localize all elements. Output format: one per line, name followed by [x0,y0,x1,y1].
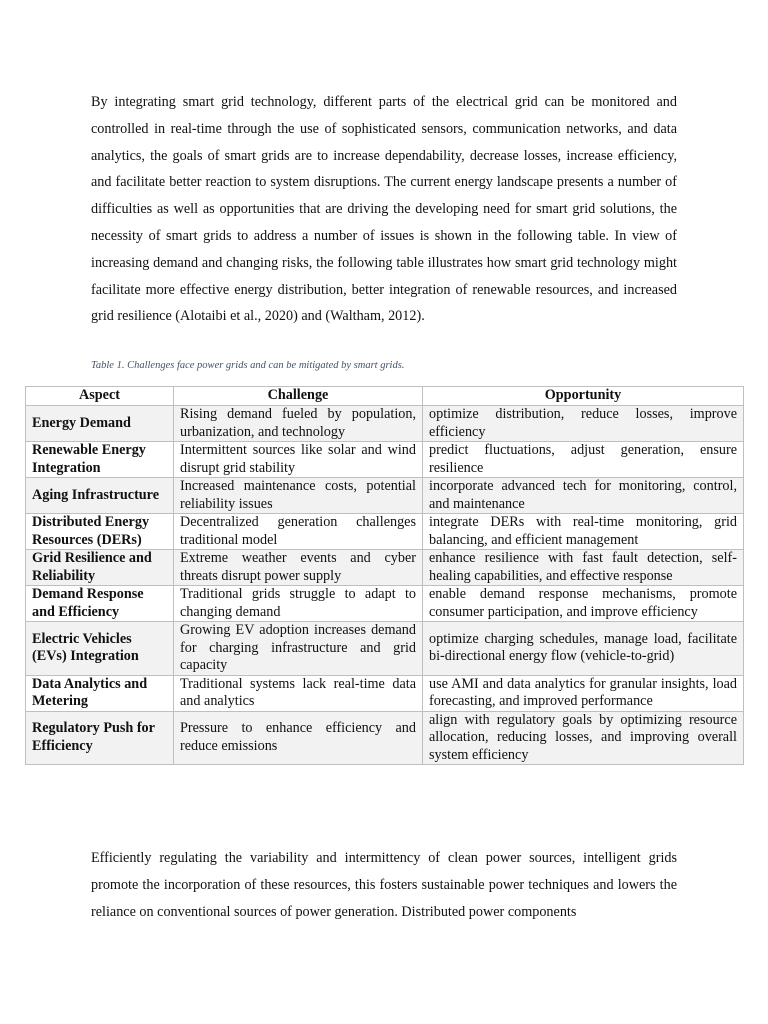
challenge-cell: Decentralized generation challenges traditional model [174,514,423,550]
opportunity-cell: align with regulatory goals by optimizing resource allocation, reducing losses, and improving overall system efficiency [423,711,744,765]
opportunity-cell: optimize distribution, reduce losses, improve efficiency [423,406,744,442]
aspect-cell: Renewable Energy Integration [26,442,174,478]
aspect-cell: Regulatory Push for Efficiency [26,711,174,765]
table-row [26,586,744,622]
aspect-cell: Distributed Energy Resources (DERs) [26,514,174,550]
intro-paragraph: By integrating smart grid technology, different parts of the electrical grid can be monitored and controlled in real-time through the use of sophisticated sensors, communication networks, and data analytics, the goals of smart grids are to increase dependability, decrease losses, increase efficiency, and facilitate better reaction to system disruptions. The current energy landscape presents a number of difficulties as well as opportunities that are driving the developing need for smart grid solutions, the necessity of smart grids to address a number of issues is shown in the following table. In view of increasing demand and changing risks, the following table illustrates how smart grid technology might facilitate more effective energy distribution, better integration of renewable resources, and increased grid resilience (Alotaibi et al., 2020) and (Waltham, 2012). [91,94,677,325]
table-row [26,711,744,765]
table-row [26,514,744,550]
opportunity-cell: integrate DERs with real-time monitoring, grid balancing, and efficient management [423,514,744,550]
table-row [26,675,744,711]
opportunity-cell: use AMI and data analytics for granular insights, load forecasting, and improved performance [423,675,744,711]
aspect-cell: Aging Infrastructure [26,478,174,514]
aspect-cell: Demand Response and Efficiency [26,586,174,622]
header-challenge: Challenge [174,387,423,406]
table-row [26,478,744,514]
challenge-cell: Intermittent sources like solar and wind disrupt grid stability [174,442,423,478]
opportunity-cell: enable demand response mechanisms, promote consumer participation, and improve efficiency [423,586,744,622]
header-opportunity: Opportunity [423,387,744,406]
aspect-cell: Electric Vehicles (EVs) Integration [26,622,174,676]
table-row [26,406,744,442]
challenge-cell: Increased maintenance costs, potential reliability issues [174,478,423,514]
opportunity-cell: optimize charging schedules, manage load, facilitate bi-directional energy flow (vehicle-to-grid) [423,622,744,676]
challenge-cell: Growing EV adoption increases demand for charging infrastructure and grid capacity [174,622,423,676]
header-aspect: Aspect [26,387,174,406]
opportunity-cell: incorporate advanced tech for monitoring, control, and maintenance [423,478,744,514]
table-caption: Table 1. Challenges face power grids and can be mitigated by smart grids. [91,360,405,371]
challenge-cell: Pressure to enhance efficiency and reduce emissions [174,711,423,765]
table-header-row [26,387,744,406]
aspect-cell: Data Analytics and Metering [26,675,174,711]
aspect-cell: Grid Resilience and Reliability [26,550,174,586]
opportunity-cell: predict fluctuations, adjust generation, ensure resilience [423,442,744,478]
challenge-cell: Traditional grids struggle to adapt to changing demand [174,586,423,622]
table-row [26,550,744,586]
challenge-cell: Rising demand fueled by population, urbanization, and technology [174,406,423,442]
table-row [26,622,744,676]
opportunity-cell: enhance resilience with fast fault detection, self-healing capabilities, and effective response [423,550,744,586]
challenges-table [25,386,744,765]
aspect-cell: Energy Demand [26,406,174,442]
table-row [26,442,744,478]
challenge-cell: Traditional systems lack real-time data and analytics [174,675,423,711]
closing-paragraph: Efficiently regulating the variability and intermittency of clean power sources, intelligent grids promote the incorporation of these resources, this fosters sustainable power techniques and lowers the reliance on conventional sources of power generation. Distributed power components [91,850,677,920]
challenge-cell: Extreme weather events and cyber threats disrupt power supply [174,550,423,586]
